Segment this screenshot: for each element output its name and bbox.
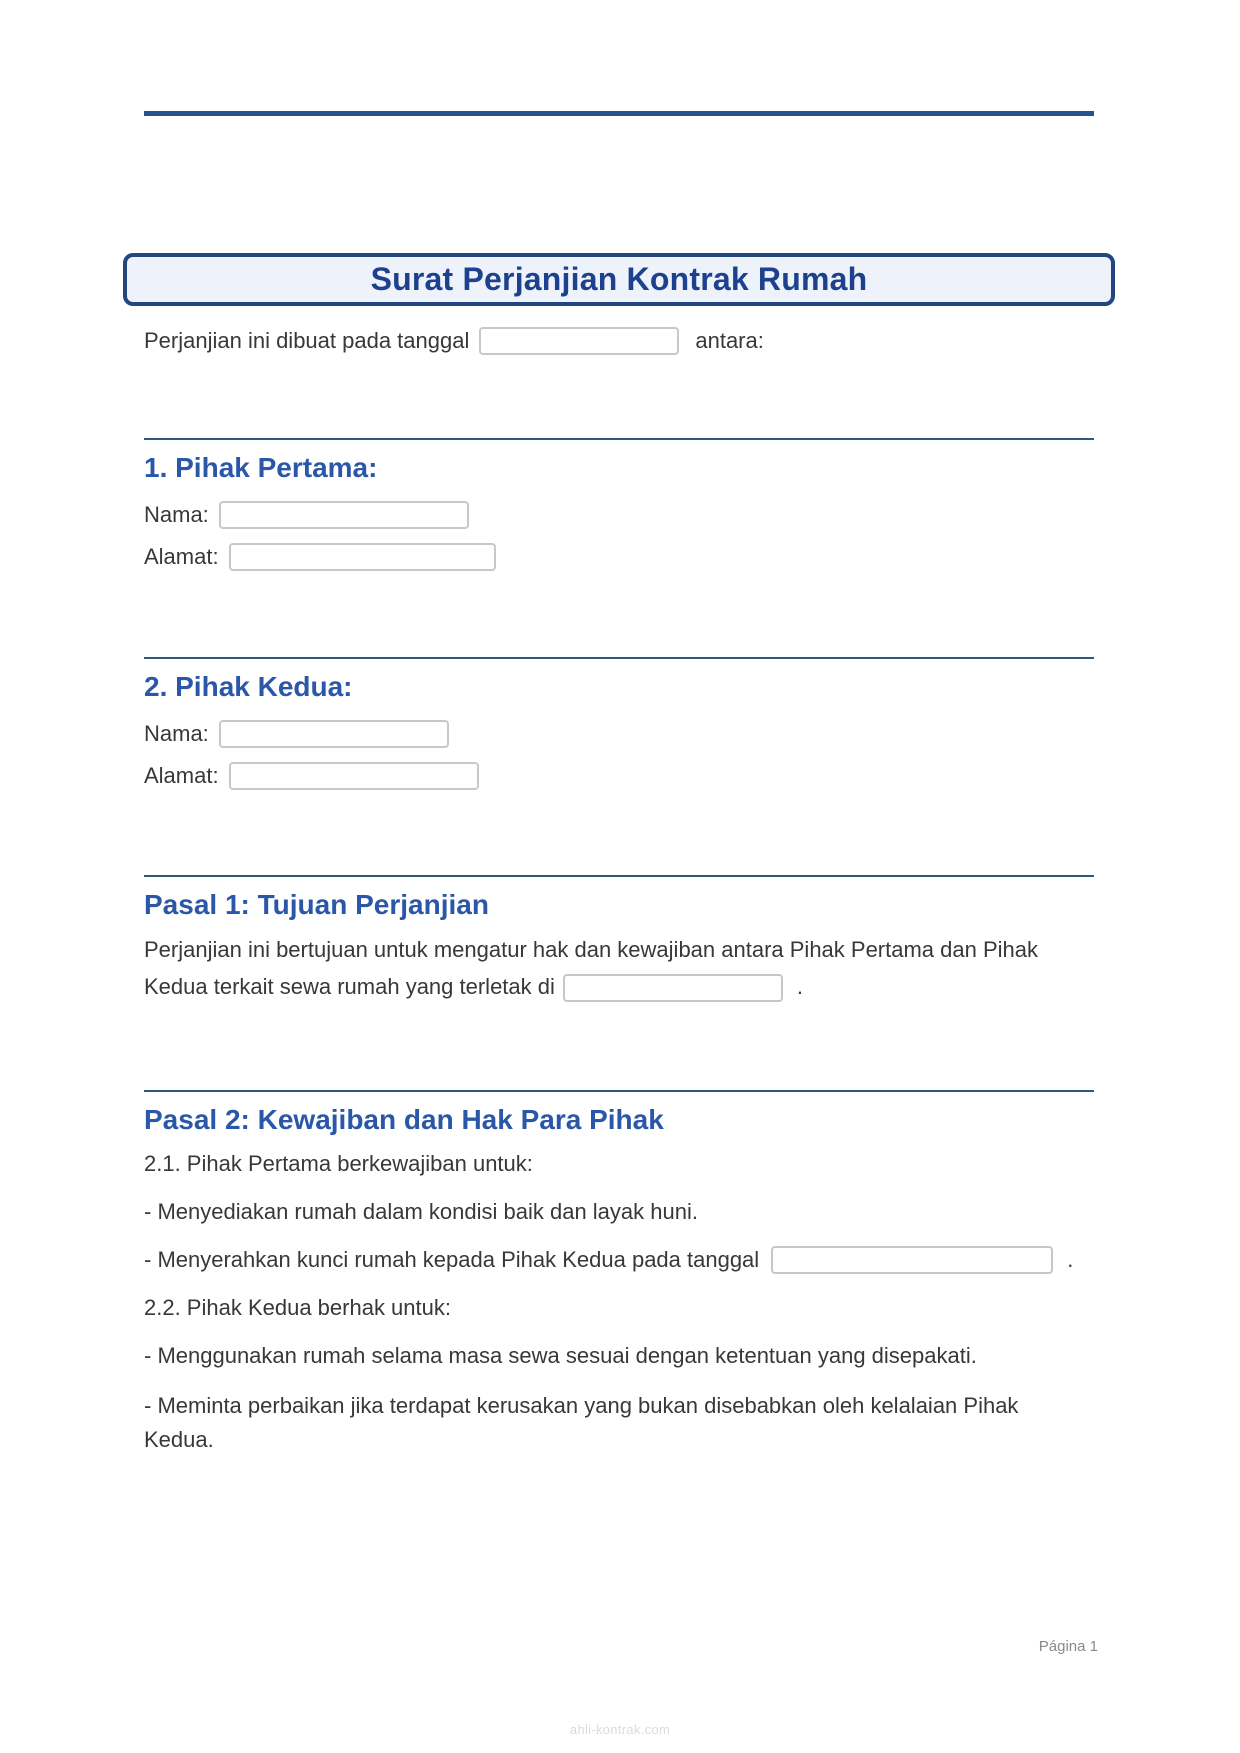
- pasal-1-heading: Pasal 1: Tujuan Perjanjian: [144, 889, 489, 920]
- party-first-alamat-label: Alamat:: [144, 544, 219, 569]
- clause-2-2-item-a: - Menggunakan rumah selama masa sewa sesuai dengan ketentuan yang disepakati.: [144, 1343, 977, 1368]
- clause-2-1-item-a: - Menyediakan rumah dalam kondisi baik dan layak huni.: [144, 1199, 698, 1224]
- party-second-nama-row: [144, 719, 1094, 749]
- party-first-nama-label: Nama:: [144, 502, 209, 527]
- intro-line: [144, 326, 1094, 356]
- document-content: [144, 111, 1094, 1457]
- section-divider: [144, 657, 1094, 659]
- key-handover-date-input[interactable]: [771, 1246, 1053, 1274]
- clause-2-2: 2.2. Pihak Kedua berhak untuk:: [144, 1295, 451, 1320]
- section-divider: [144, 875, 1094, 877]
- watermark: ahli-kontrak.com: [569, 1722, 671, 1737]
- party-second-heading: 2. Pihak Kedua:: [144, 671, 353, 702]
- top-rule: [144, 111, 1094, 116]
- clause-2-1-item-b-text: - Menyerahkan kunci rumah kepada Pihak Kedua pada tanggal: [144, 1247, 760, 1272]
- page-number: Página 1: [1038, 1638, 1098, 1655]
- section-party-first: [144, 438, 1094, 572]
- party-first-nama-row: [144, 500, 1094, 530]
- pasal-1-text-after: .: [796, 974, 804, 999]
- section-divider: [144, 438, 1094, 440]
- section-pasal-2: [144, 1090, 1094, 1457]
- party-second-alamat-row: [144, 761, 1094, 791]
- clause-2-1: 2.1. Pihak Pertama berkewajiban untuk:: [144, 1151, 533, 1176]
- document-title-box: [123, 253, 1115, 306]
- party-first-alamat-row: [144, 542, 1094, 572]
- pasal-1-text-before: Perjanjian ini bertujuan untuk mengatur hak dan kewajiban antara Pihak Pertama dan Pihak Kedua terkait sewa rumah yang terletak di: [144, 937, 1039, 999]
- clause-2-1-item-b-period: .: [1067, 1247, 1074, 1272]
- intro-text-before: Perjanjian ini dibuat pada tanggal: [144, 328, 470, 353]
- pasal-1-paragraph: [144, 931, 1094, 1005]
- party-first-heading: 1. Pihak Pertama:: [144, 452, 378, 483]
- pasal-2-heading: Pasal 2: Kewajiban dan Hak Para Pihak: [144, 1104, 664, 1135]
- party-second-alamat-input[interactable]: [229, 762, 479, 790]
- party-second-alamat-label: Alamat:: [144, 763, 219, 788]
- intro-text-after: antara:: [695, 328, 764, 353]
- document-title: Surat Perjanjian Kontrak Rumah: [370, 261, 868, 297]
- party-second-nama-label: Nama:: [144, 721, 209, 746]
- party-first-alamat-input[interactable]: [229, 543, 496, 571]
- party-first-nama-input[interactable]: [219, 501, 469, 529]
- section-pasal-1: [144, 875, 1094, 1005]
- clause-2-2-item-b: - Meminta perbaikan jika terdapat kerusakan yang bukan disebabkan oleh kelalaian Pihak Kedua.: [144, 1393, 1019, 1452]
- party-second-nama-input[interactable]: [219, 720, 449, 748]
- clause-2-1-item-b: [144, 1245, 1094, 1275]
- section-divider: [144, 1090, 1094, 1092]
- house-location-input[interactable]: [563, 974, 783, 1002]
- agreement-date-input[interactable]: [479, 327, 679, 355]
- section-party-second: [144, 657, 1094, 791]
